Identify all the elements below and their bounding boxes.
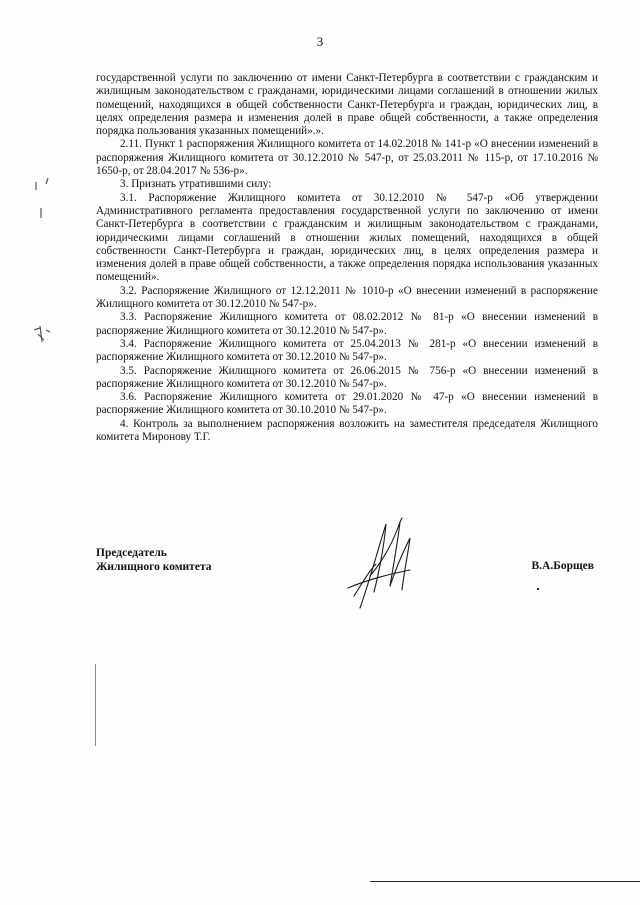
handwritten-signature xyxy=(340,516,430,616)
page-number: 3 xyxy=(316,34,324,49)
signer-title-line2: Жилищного комитета xyxy=(96,561,212,573)
paragraph-3-2: 3.2. Распоряжение Жилищного от 12.12.2011 № 1010-р «О внесении изменений в распоряжение Жилищного комитета от 30.12.2010 № 547-р». xyxy=(96,284,598,311)
paragraph-4: 4. Контроль за выполнением распоряжения возложить на заместителя председателя Жилищного комитета Миронову Т.Г. xyxy=(96,417,598,444)
paragraph-2-11: 2.11. Пункт 1 распоряжения Жилищного комитета от 14.02.2018 № 141-р «О внесении изменений в распоряжения Жилищного комитета от 30.12.2010 № 547-р, от 25.03.2011 № 115-р, от 17.10.2016 № 1650-р, от 28.04.2017 № 536-р». xyxy=(96,138,598,178)
paragraph-3-6: 3.6. Распоряжение Жилищного комитета от 29.01.2020 № 47-р «О внесении изменений в распоряжение Жилищного комитета от 30.10.2010 № 547-р». xyxy=(96,391,598,417)
signer-name: В.А.Борщев xyxy=(531,560,594,572)
paragraph-regulation-continuation: государственной услуги по заключению от имени Санкт-Петербурга в соответствии с гражданским и жилищным законодательством с гражданами, юридическими лицами соглашений в отношении жилых помещений, находящихся в общей собственности Санкт-Петербурга и граждан, юридических лиц, в целях определения размера и изменения долей в праве общей собственности, а также определения порядка пользования указанных помещений».». xyxy=(96,72,598,138)
signer-title-line1: Председатель xyxy=(96,547,167,559)
footer-line xyxy=(370,881,640,882)
scan-artifact-marks xyxy=(26,170,66,350)
scan-artifact-margin-line xyxy=(95,664,96,746)
paragraph-3-5: 3.5. Распоряжение Жилищного комитета от 26.06.2015 № 756-р «О внесении изменений в распоряжение Жилищного комитета от 30.12.2010 № 547-р». xyxy=(96,364,598,390)
paragraph-3-3: 3.3. Распоряжение Жилищного комитета от 08.02.2012 № 81-р «О внесении изменений в распоряжение Жилищного комитета от 30.12.2010 № 547-р». xyxy=(96,311,598,337)
paragraph-3-1: 3.1. Распоряжение Жилищного комитета от 30.12.2010 № 547-р «Об утверждении Административного регламента предоставления государственной услуги по заключению от имени Санкт-Петербурга в соответствии с гражданским и жилищным законодательством с гражданами, юридическими лицами соглашений в отношении жилых помещений, находящихся в общей собственности Санкт-Петербурга и граждан, юридических лиц, в целях определения размера и изменения долей в праве общей собственности, а также определения порядка использования указанных помещений». xyxy=(96,191,598,284)
paragraph-3: 3. Признать утратившими силу: xyxy=(120,178,272,191)
body-text xyxy=(96,72,598,444)
paragraph-3-4: 3.4. Распоряжение Жилищного комитета от 25.04.2013 № 281-р «О внесении изменений в распоряжение Жилищного комитета от 30.12.2010 № 547-р». xyxy=(96,337,598,364)
signer-title xyxy=(96,546,211,574)
scan-artifact-dot xyxy=(537,588,539,590)
